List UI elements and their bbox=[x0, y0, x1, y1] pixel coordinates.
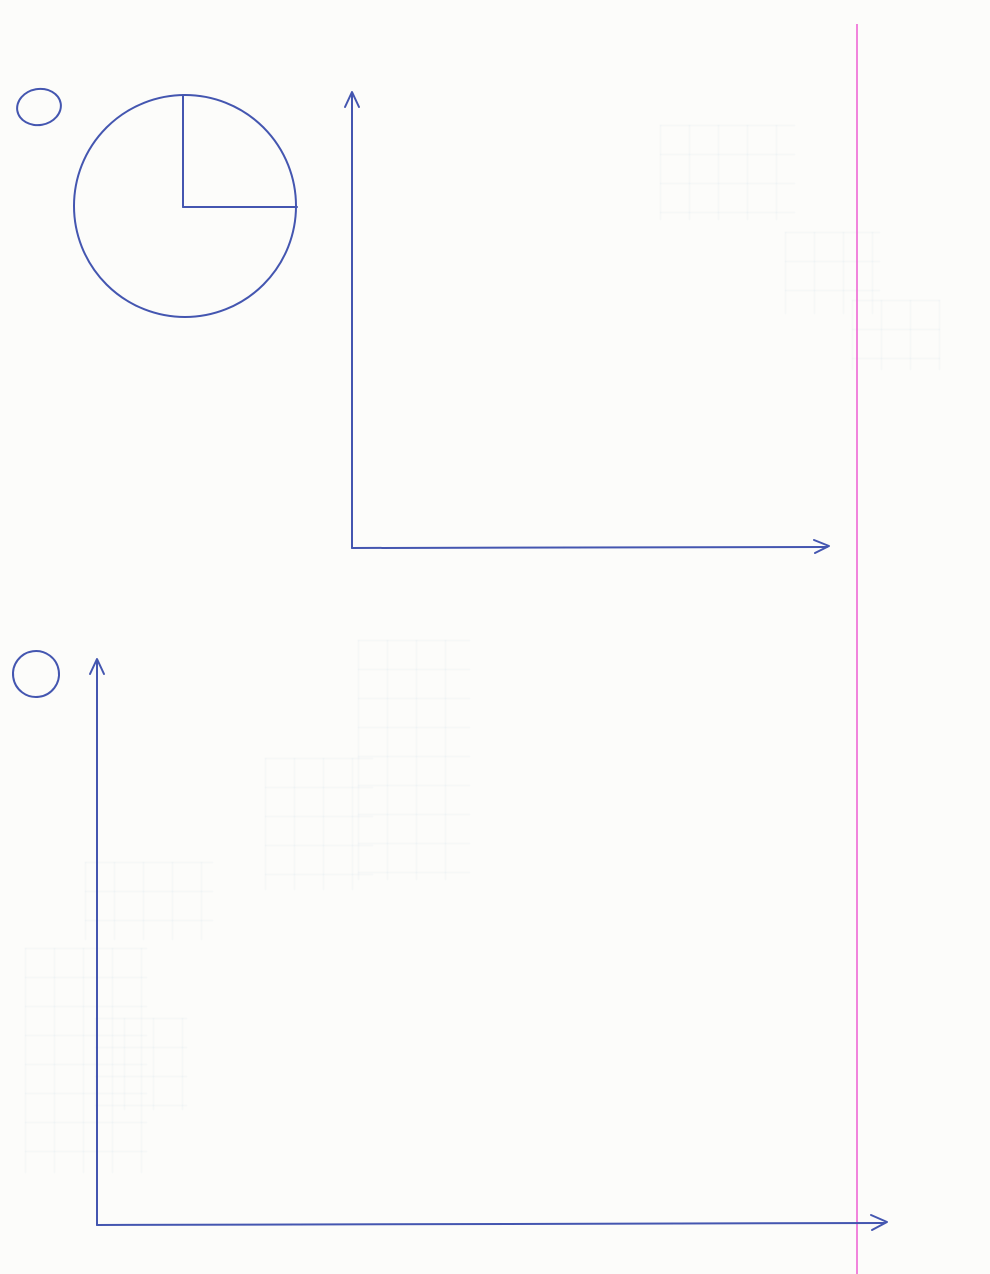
ghost-grid-patch bbox=[95, 1018, 187, 1110]
notebook-margin-line bbox=[856, 24, 858, 1274]
top-y-axis-arrow-icon bbox=[345, 92, 359, 107]
top-x-axis bbox=[352, 547, 827, 548]
bottom-x-axis bbox=[97, 1223, 884, 1225]
bottom-y-axis-arrow-icon bbox=[90, 659, 104, 674]
task2-number-badge bbox=[9, 647, 63, 701]
bottom-x-axis-arrow-icon bbox=[871, 1215, 887, 1230]
ghost-grid-patch bbox=[852, 300, 940, 370]
task1-number-badge bbox=[13, 84, 65, 129]
ghost-grid-patch bbox=[660, 125, 795, 220]
pie-circle bbox=[74, 95, 296, 317]
ghost-grid-patch bbox=[358, 640, 470, 880]
ghost-grid-patch bbox=[25, 948, 147, 1173]
top-x-axis-arrow-icon bbox=[814, 540, 829, 553]
ghost-grid-patch bbox=[265, 758, 373, 890]
ghost-grid-patch bbox=[785, 232, 880, 314]
ghost-grid-patch bbox=[85, 862, 213, 940]
